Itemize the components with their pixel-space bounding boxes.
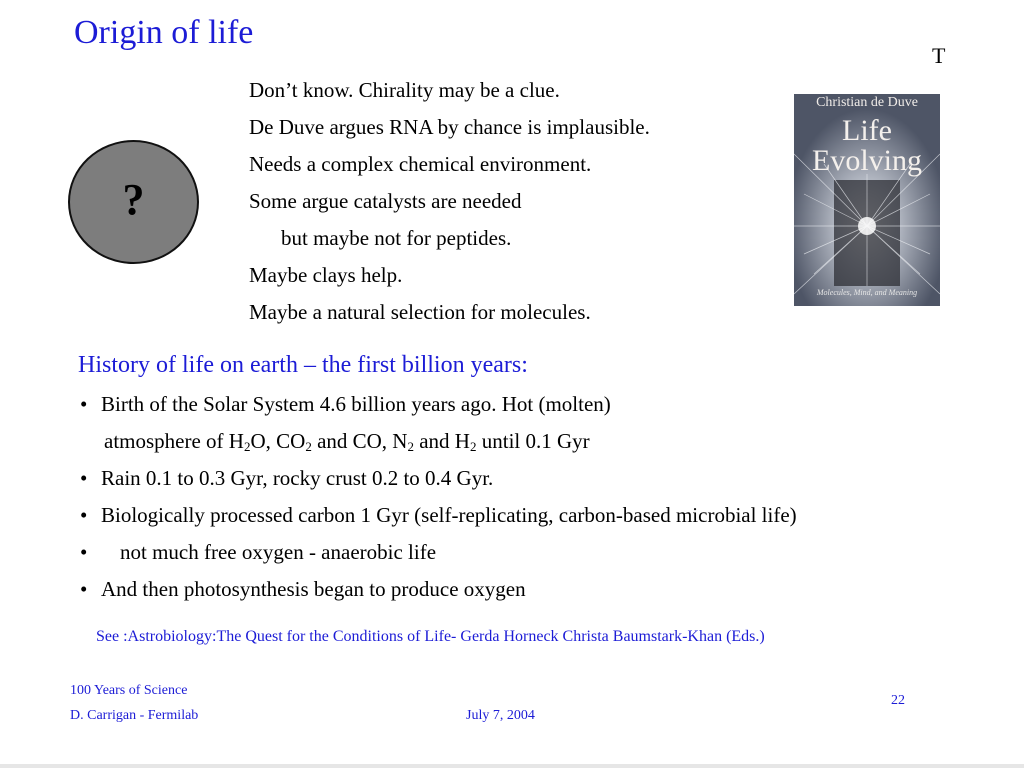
- bullet-text: not much free oxygen - anaerobic life: [120, 540, 437, 564]
- book-subtitle: Molecules, Mind, and Meaning: [816, 288, 918, 297]
- reference-citation: See :Astrobiology:The Quest for the Conditions of Life- Gerda Horneck Christa Baumstark-Khan (Eds.): [96, 628, 765, 645]
- note-line: Some argue catalysts are needed: [249, 189, 522, 213]
- book-cover-image: [794, 94, 940, 306]
- book-title-line: Evolving: [812, 144, 922, 177]
- footer-date: July 7, 2004: [466, 708, 535, 723]
- bullet-text: Rain 0.1 to 0.3 Gyr, rocky crust 0.2 to 0.4 Gyr.: [101, 466, 494, 490]
- origin-notes: [249, 72, 650, 331]
- note-line: De Duve argues RNA by chance is implausible.: [249, 115, 650, 139]
- history-heading: History of life on earth – the first billion years:: [78, 352, 528, 378]
- corner-mark: T: [932, 43, 946, 68]
- note-line: Needs a complex chemical environment.: [249, 152, 592, 176]
- bullet-text: Biologically processed carbon 1 Gyr (self-replicating, carbon-based microbial life): [101, 503, 797, 527]
- book-author: Christian de Duve: [816, 95, 918, 110]
- page-number: 22: [891, 693, 905, 708]
- bullet-text: Birth of the Solar System 4.6 billion years ago. Hot (molten): [101, 392, 611, 416]
- bullet-dot: •: [80, 503, 88, 527]
- note-line: but maybe not for peptides.: [281, 226, 512, 250]
- question-mark: ?: [122, 175, 145, 224]
- bullet-text: And then photosynthesis began to produce oxygen: [101, 577, 526, 601]
- book-title: [794, 116, 940, 176]
- question-circle: [68, 140, 199, 264]
- bullet-dot: •: [80, 466, 88, 490]
- note-line: Maybe clays help.: [249, 263, 403, 287]
- note-line: Don’t know. Chirality may be a clue.: [249, 78, 560, 102]
- bullet-dot: •: [80, 577, 88, 601]
- bullet-text: atmosphere of $H_2O$, $CO_2$ and CO, $N_2$ and $H_2$ until 0.1 Gyr: [104, 429, 590, 454]
- note-line: Maybe a natural selection for molecules.: [249, 300, 591, 324]
- book-title-line: Life: [842, 114, 892, 147]
- slide-title: Origin of life: [74, 14, 254, 51]
- footer-author: D. Carrigan - Fermilab: [70, 708, 199, 723]
- bullet-dot: •: [80, 540, 88, 564]
- footer-course: 100 Years of Science: [70, 683, 188, 698]
- bottom-divider: [0, 764, 1024, 768]
- bullet-dot: •: [80, 392, 88, 416]
